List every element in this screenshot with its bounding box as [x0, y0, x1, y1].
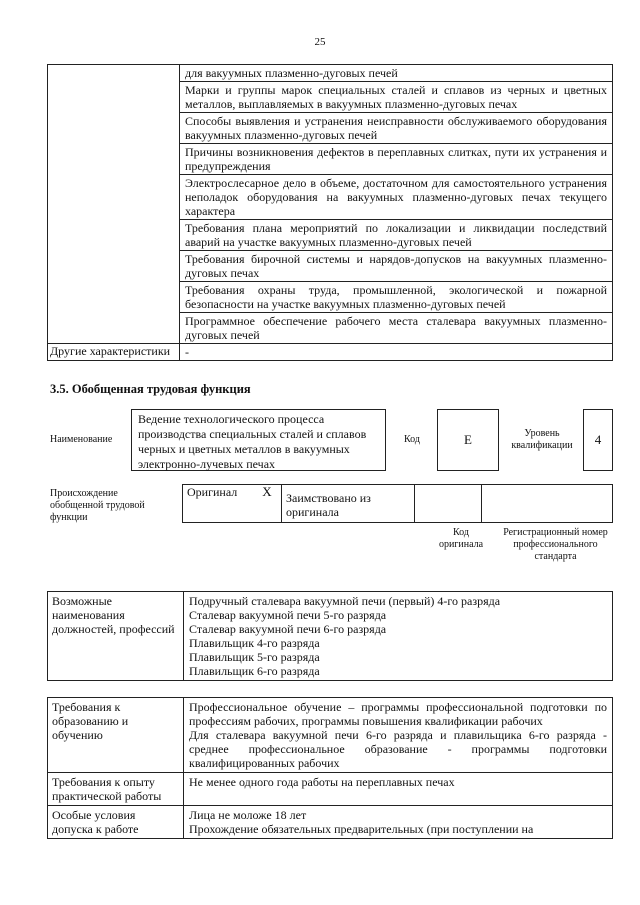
- table-row: [48, 592, 613, 681]
- requirements-table: [47, 697, 613, 839]
- origin-code-cell: [415, 485, 482, 523]
- special-condition-line: Прохождение обязательных предварительных (при поступлении на: [189, 822, 534, 836]
- list-item: Сталевар вакуумной печи 5-го разряда: [189, 608, 387, 622]
- other-characteristics-label: Другие характеристики: [48, 344, 180, 361]
- borrowed-label: Заимствовано из оригинала: [282, 485, 415, 523]
- knowledge-item: для вакуумных плазменно-дуговых печей: [180, 65, 613, 82]
- education-line: Профессиональное обучение – программы профессиональной подготовки по профессиям рабочих, программы повышения квалификации рабочих: [189, 700, 607, 728]
- positions-table: [47, 591, 613, 681]
- origin-code-caption: Код оригинала: [438, 527, 484, 550]
- knowledge-item: Требования охраны труда, промышленной, экологической и пожарной безопасности на участке вакуумных плазменно-дуговых печей: [180, 282, 613, 313]
- special-conditions-label: Особые условия допуска к работе: [48, 806, 184, 839]
- special-condition-line: Лица не моложе 18 лет: [189, 808, 307, 822]
- table-row: [48, 698, 613, 773]
- section-title: 3.5. Обобщенная трудовая функция: [50, 382, 251, 396]
- function-name: Ведение технологического процесса производства специальных сталей и сплавов черных и цветных металлов в вакуумных электронно-лучевых печах: [131, 409, 386, 471]
- knowledge-item: Требования плана мероприятий по локализации и ликвидации последствий аварий на участке вакуумных плазменно-дуговых печей: [180, 220, 613, 251]
- code-label: Код: [404, 434, 420, 445]
- list-item: Подручный сталевара вакуумной печи (первый) 4-го разряда: [189, 594, 501, 608]
- qualification-level-value: 4: [583, 409, 613, 471]
- origin-label: Происхождение обобщенной трудовой функции: [50, 488, 145, 523]
- list-item: Плавильщик 5-го разряда: [189, 650, 320, 664]
- knowledge-item: Электрослесарное дело в объеме, достаточном для самостоятельного устранения неполадок оборудования на вакуумных плазменно-дуговых печах текущего характера: [180, 175, 613, 220]
- positions-label: Возможные наименования должностей, профессий: [48, 592, 184, 681]
- table-row: [48, 806, 613, 839]
- code-value: E: [437, 409, 499, 471]
- reg-number-caption: Регистрационный номер профессионального стандарта: [503, 527, 608, 562]
- original-mark: X: [253, 485, 282, 523]
- page-number: 25: [314, 36, 326, 48]
- list-item: Плавильщик 4-го разряда: [189, 636, 320, 650]
- original-label: Оригинал: [183, 485, 254, 523]
- reg-number-cell: [482, 485, 613, 523]
- knowledge-item: Программное обеспечение рабочего места сталевара вакуумных плазменно-дуговых печей: [180, 313, 613, 344]
- knowledge-item: Способы выявления и устранения неисправности обслуживаемого оборудования вакуумных плазменно-дуговых печей: [180, 113, 613, 144]
- experience-value: Не менее одного года работы на переплавных печах: [184, 773, 613, 806]
- other-characteristics-value: -: [180, 344, 613, 361]
- qualification-level-label: Уровень квалификации: [511, 428, 573, 451]
- list-item: Сталевар вакуумной печи 6-го разряда: [189, 622, 387, 636]
- education-label: Требования к образованию и обучению: [48, 698, 184, 773]
- knowledge-item: Требования бирочной системы и нарядов-допусков на вакуумных плазменно-дуговых печах: [180, 251, 613, 282]
- knowledge-item: Марки и группы марок специальных сталей и сплавов из черных и цветных металлов, выплавляемых в вакуумных плазменно-дуговых печах: [180, 82, 613, 113]
- table-row: [48, 344, 613, 361]
- knowledge-item: Причины возникновения дефектов в переплавных слитках, пути их устранения и предупреждения: [180, 144, 613, 175]
- list-item: Плавильщик 6-го разряда: [189, 664, 320, 678]
- education-line: Для сталевара вакуумной печи 6-го разряда и плавильщика 6-го разряда - среднее профессиональное образование - программы подготовки квалифицированных рабочих: [189, 728, 607, 770]
- knowledge-table: [47, 64, 613, 361]
- experience-label: Требования к опыту практической работы: [48, 773, 184, 806]
- table-row: [48, 65, 613, 82]
- name-label: Наименование: [50, 434, 113, 445]
- origin-table: [182, 484, 613, 523]
- table-row: [48, 773, 613, 806]
